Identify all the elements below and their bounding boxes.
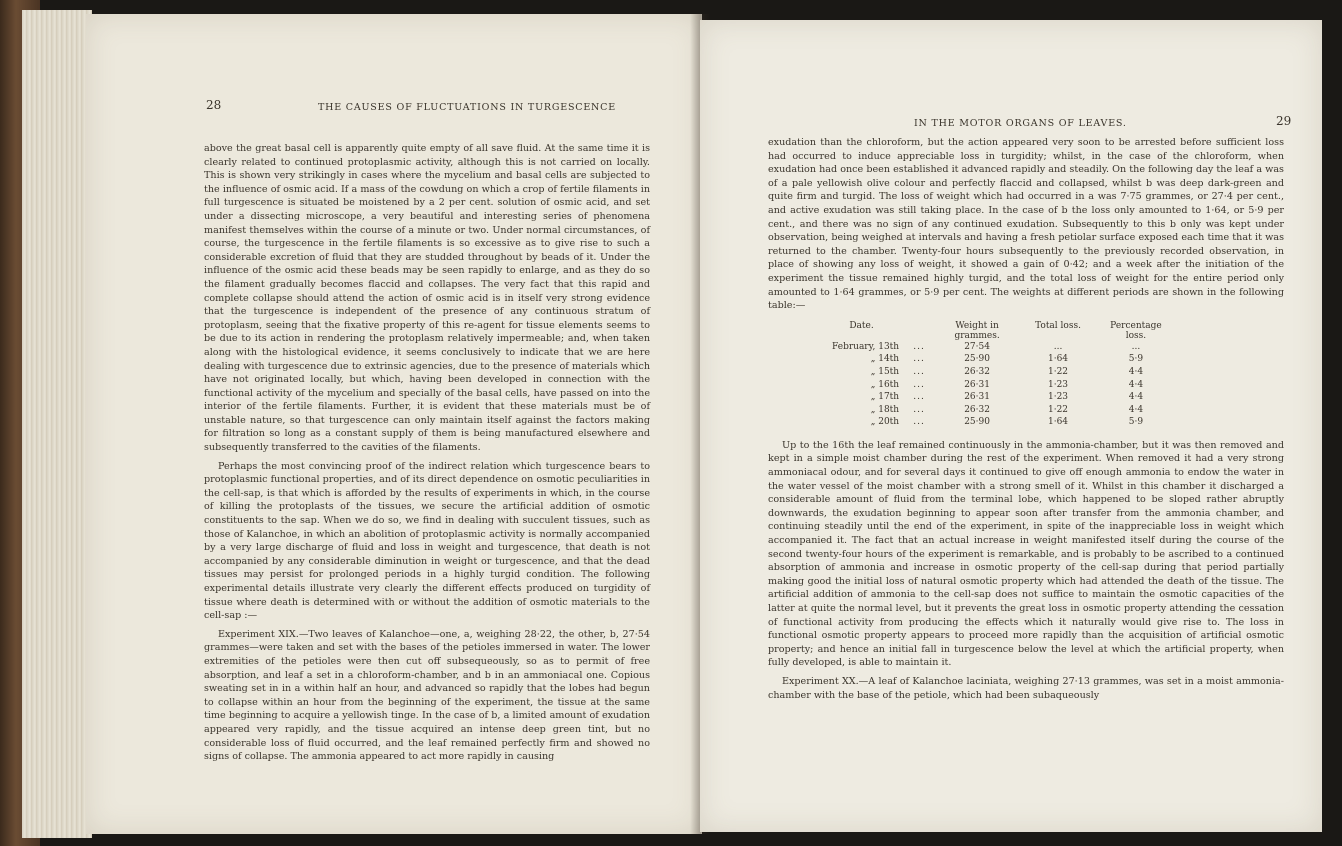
right-paragraph-3: Experiment XX.—A leaf of Kalanchoe laciniata, weighing 27·13 grammes, was set in a moist ammonia-chamber with the base of the petiole, which had been subaqueously [768,675,1284,701]
left-page [86,14,702,834]
weights-table [818,321,1177,429]
left-paragraph-3: Experiment XIX.—Two leaves of Kalanchoe—one, a, weighing 28·22, the other, b, 27·54 grammes—were taken and set with the bases of the petioles immersed in water. The lower extremities of the petioles were then cut off subsequeously, so as to permit of free absorption, and leaf a set in a chloroform-chamber, and b in an ammoniacal one. Copious sweating set in in a within half an hour, and advanced so rapidly that the lobes had begun to collapse within an hour from the beginning of the experiment, the tissue at the same time beginning to acquire a yellowish tinge. In the case of b, a limited amount of exudation appeared very rapidly, and the tissue acquired an intense deep green tint, but no considerable loss of fluid occurred, and the leaf remained perfectly firm and showed no signs of collapse. The ammonia appeared to act more rapidly in causing [204,628,650,763]
left-paragraph-2: Perhaps the most convincing proof of the indirect relation which turgescence bears to protoplasmic functional properties, and of its direct dependence on osmotic peculiarities in the cell-sap, is that which is afforded by the results of experiments in which, in the course of killing the protoplasts of the tissues, we secure the artificial addition of osmotic constituents to the sap. When we do so, we find in dealing with succulent tissues, such as those of Kalanchoe, in which an abolition of protoplasmic activity is normally accompanied by a very large discharge of fluid and loss in weight and turgescence, that death is not accompanied by any considerable diminution in weight or turgescence, and that the dead tissues may persist for prolonged periods in a highly turgid condition. The following experimental details illustrate very clearly the different effects produced on turgidity of tissue where death is determined with or without the addition of osmotic materials to the cell-sap :— [204,460,650,622]
table-row: „ 14th ... 25·90 1·64 5·9 [870,354,1144,365]
right-page-number: 29 [1276,114,1292,128]
table-header: Total loss. [1035,320,1081,331]
left-page-number: 28 [206,98,222,112]
table-header-row [818,321,1177,341]
table-row: February, 13th ... 27·54 ... ... [832,341,1141,352]
table-row: „ 15th ... 26·32 1·22 4·4 [870,366,1144,377]
left-running-head: THE CAUSES OF FLUCTUATIONS IN TURGESCENCE [318,102,616,113]
right-body-text [768,136,1284,702]
table-header: Date. [849,320,874,331]
right-paragraph-1: exudation than the chloroform, but the action appeared very soon to be arrested before sufficient loss had occurred to induce appreciable loss in turgidity; whilst, in the case of the chloroform, when exudation had once been established it advanced rapidly and steadily. On the following day the leaf a was of a pale yellowish olive colour and perfectly flaccid and collapsed, whilst b was deep dark-green and quite firm and turgid. The loss of weight which had occurred in a was 7·75 grammes, or 27·4 per cent., and active exudation was still taking place. In the case of b the loss only amounted to 1·64, or 5·9 per cent., and there was no sign of any continued exudation. Subsequently to this b only was kept under observation, being weighed at intervals and having a fresh petiolar surface exposed each time that it was returned to the chamber. Twenty-four hours subsequently to the previously recorded observation, in place of showing any loss of weight, it showed a gain of 0·42; and a week after the initiation of the experiment the tissue remained highly turgid, and the total loss of weight for the entire period only amounted to 1·64 grammes, or 5·9 per cent. The weights at different periods are shown in the following table:— [768,137,1284,312]
left-paragraph-1: above the great basal cell is apparently quite empty of all save fluid. At the same time it is clearly related to continued protoplasmic activity, although this is not carried on locally. This is shown very strikingly in cases where the mycelium and basal cells are subjected to the influence of osmic acid. If a mass of the cowdung on which a crop of fertile filaments in full turgescence is situated be moistened by a 2 per cent. solution of osmic acid, and set under a dissecting microscope, a very beautiful and interesting series of phenomena manifest themselves within the course of a minute or two. Under normal circumstances, of course, the turgescence in the fertile filaments is so excessive as to give rise to such a considerable excretion of fluid that they are studded throughout by beads of it. Under the influence of the osmic acid these beads may be seen rapidly to enlarge, and as they do so the filament gradually becomes flaccid and collapses. The very fact that this rapid and complete collapse should attend the action of osmic acid is in itself very strong evidence that the turgescence is independent of the presence of any continuous stratum of protoplasm, seeing that the fixative property of this re-agent for tissue elements seems to be due to its action in rendering the protoplasm relatively impermeable; and, when taken along with the histological evidence, it seems conclusively to indicate that we are here dealing with turgescence due to extrinsic agencies, due to the presence of materials which have not originated locally, but which, having been developed in connection with the functional activity of the mycelium and specially of the basal cells, have passed on into the interior of the fertile filaments. Further, it is evident that these materials must be of unstable nature, so that turgescence can only maintain itself against the factors making for filtration so long as a constant supply of them is being manufactured elsewhere and subsequently transferred to the cavities of the filaments. [204,143,650,454]
table-row: „ 17th ... 26·31 1·23 4·4 [870,392,1144,403]
left-body-text [204,142,650,764]
table-row: „ 16th ... 26·31 1·23 4·4 [870,379,1144,390]
table-row: „ 20th ... 25·90 1·64 5·9 [870,417,1144,428]
table-header: Percentage loss. [1110,320,1162,341]
table-row: „ 18th ... 26·32 1·22 4·4 [870,404,1144,415]
page-stack-edge [22,10,92,838]
right-running-head: IN THE MOTOR ORGANS OF LEAVES. [914,118,1127,129]
table-header: Weight in grammes. [954,320,1000,341]
right-page [700,20,1322,832]
right-paragraph-2: Up to the 16th the leaf remained continuously in the ammonia-chamber, but it was then removed and kept in a simple moist chamber during the rest of the experiment. When removed it had a very strong ammoniacal odour, and for several days it continued to give off enough ammonia to endow the water in the water vessel of the moist chamber with a strong smell of it. Whilst in this chamber it discharged a considerable amount of fluid from the terminal lobe, which happened to be sloped rather abruptly downwards, the exudation beginning to appear soon after transfer from the ammonia chamber, and continuing steadily until the end of the experiment, in spite of the inappreciable loss in weight which accompanied it. The fact that an actual increase in weight manifested itself during the course of the second twenty-four hours of the experiment is remarkable, and is probably to be ascribed to a continued absorption of ammonia and increase in osmotic property of the cell-sap during that period partially making good the initial loss of natural osmotic property which had attended the death of the tissue. The artificial addition of ammonia to the cell-sap does not suffice to maintain the osmotic capacities of the latter at quite the normal level, but it prevents the great loss in osmotic property attending the cessation of functional activity from producing the effects which it naturally would give rise to. The loss in functional osmotic property appears to proceed more rapidly than the acquisition of artificial osmotic property; and hence an initial fall in turgescence below the level at which the artificial property, when fully developed, is able to maintain it. [768,439,1284,669]
